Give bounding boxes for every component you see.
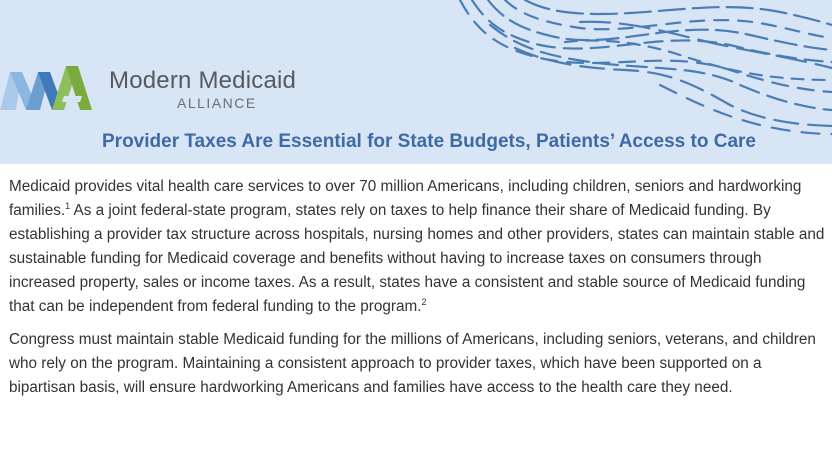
brand-subtitle: ALLIANCE <box>177 95 257 111</box>
paragraph-congress: Congress must maintain stable Medicaid funding for the millions of Americans, including seniors, veterans, and children who rely on the program. Maintaining a consistent approach to provider taxes, which have been supported on a bipartisan basis, will ensure hardworking Americans and families have access to the health care they need. <box>9 331 816 396</box>
decorative-waves-icon <box>430 0 832 135</box>
brand-name: Modern Medicaid <box>109 67 297 94</box>
page-title: Provider Taxes Are Essential for State Budgets, Patients’ Access to Care <box>102 131 756 152</box>
document-body <box>9 175 829 409</box>
mma-logo-icon <box>0 62 95 110</box>
paragraph-intro <box>9 175 829 319</box>
footnote-ref-2: 2 <box>421 297 427 307</box>
footnote-ref-1: 1 <box>65 201 71 211</box>
paragraph-intro-text-2: As a joint federal-state program, states rely on taxes to help finance their share of Medicaid funding. By establishing a provider tax structure across hospitals, nursing homes and other providers, states can maintain stable and sustainable funding for Medicaid coverage and benefits without having to increase taxes on consumers through increased property, sales or income taxes. As a result, states have a consistent and stable source of Medicaid funding that can be independent from federal funding to the program. <box>9 202 825 315</box>
paragraph-intro-text-1: Medicaid provides vital health care services to over 70 million Americans, including children, seniors and hardworking families. <box>9 178 802 219</box>
document-header <box>0 0 832 164</box>
